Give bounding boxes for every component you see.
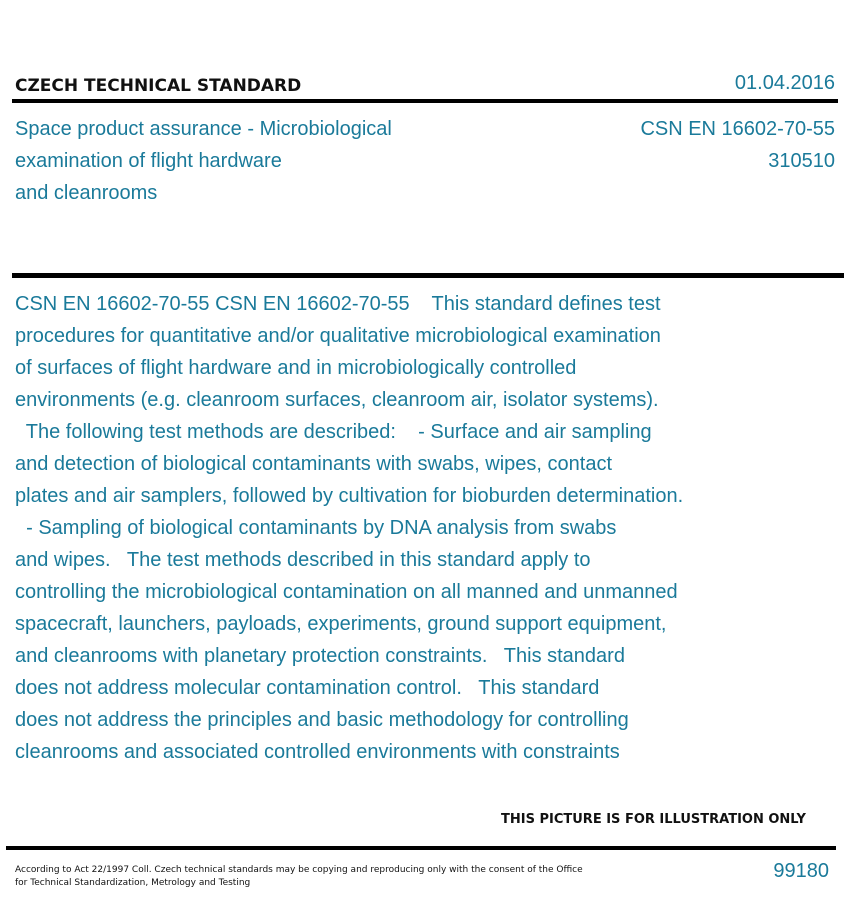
abstract-line: plates and air samplers, followed by cultivation for bioburden determination.: [15, 485, 684, 507]
abstract-line: and detection of biological contaminants with swabs, wipes, contact: [15, 453, 613, 475]
legal-notice-line: for Technical Standardization, Metrology and Testing: [15, 878, 251, 888]
abstract-line: The following test methods are described: - Surface and air sampling: [15, 421, 652, 443]
document-title-line: Space product assurance - Microbiological: [15, 118, 392, 140]
standard-type-heading: CZECH TECHNICAL STANDARD: [15, 76, 302, 96]
document-title-line: examination of flight hardware: [15, 150, 282, 172]
document-identifiers: [640, 113, 835, 177]
abstract-line: and wipes. The test methods described in this standard apply to: [15, 549, 591, 571]
abstract-line: does not address molecular contamination control. This standard: [15, 677, 600, 699]
publication-date: 01.04.2016: [734, 72, 835, 94]
bottom-divider: [6, 846, 836, 850]
abstract-line: cleanrooms and associated controlled environments with constraints: [15, 741, 620, 763]
standard-abstract: [15, 288, 775, 768]
legal-notice-line: According to Act 22/1997 Coll. Czech technical standards may be copying and reproducing only with the consent of the Office: [15, 865, 583, 875]
abstract-line: controlling the microbiological contamination on all manned and unmanned: [15, 581, 678, 603]
document-title-line: and cleanrooms: [15, 182, 158, 204]
abstract-line: and cleanrooms with planetary protection constraints. This standard: [15, 645, 625, 667]
illustration-disclaimer: THIS PICTURE IS FOR ILLUSTRATION ONLY: [501, 812, 806, 827]
abstract-line: of surfaces of flight hardware and in microbiologically controlled: [15, 357, 577, 379]
middle-divider: [12, 273, 844, 278]
abstract-line: does not address the principles and basic methodology for controlling: [15, 709, 629, 731]
abstract-line: spacecraft, launchers, payloads, experiments, ground support equipment,: [15, 613, 667, 635]
legal-notice: [15, 864, 615, 890]
document-title: [15, 113, 485, 209]
footer-code: 99180: [773, 860, 829, 882]
catalog-number: 310510: [768, 150, 835, 172]
abstract-line: CSN EN 16602-70-55 CSN EN 16602-70-55 This standard defines test: [15, 293, 661, 315]
standard-code: CSN EN 16602-70-55: [640, 118, 835, 140]
abstract-line: - Sampling of biological contaminants by DNA analysis from swabs: [15, 517, 617, 539]
top-divider: [12, 99, 838, 103]
abstract-line: procedures for quantitative and/or qualitative microbiological examination: [15, 325, 661, 347]
abstract-line: environments (e.g. cleanroom surfaces, cleanroom air, isolator systems).: [15, 389, 659, 411]
